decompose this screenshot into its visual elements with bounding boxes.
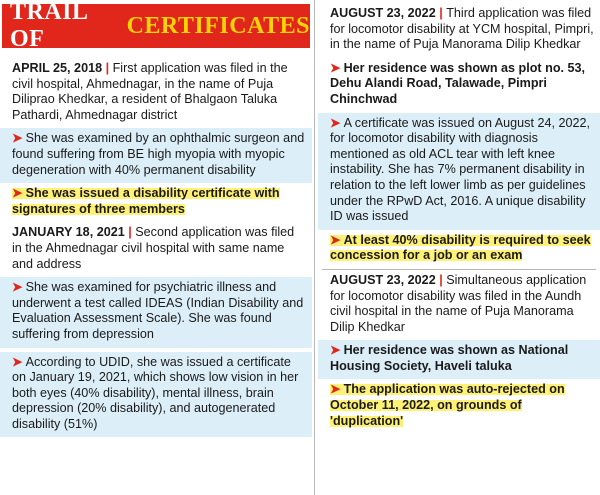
arrow-icon: ➤	[330, 382, 341, 397]
entry-text: Third application was filed for locomotor disability at YCM hospital, Pimpri, in the name of Puja Manorama Dilip Khedkar	[330, 6, 594, 52]
entry-april-2018: APRIL 25, 2018 | First application was filed in the civil hospital, Ahmednagar, in the name of Puja Diliprao Khedkar, a resident of Bhalgaon Taluka Pathardi, Ahmednagar district	[12, 61, 288, 122]
arrow-icon: ➤	[330, 60, 341, 75]
note-disability-threshold	[318, 230, 600, 269]
arrow-icon: ➤	[12, 280, 23, 295]
entry-text: Second application was filed in the Ahmednagar civil hospital with same name and address	[12, 225, 295, 271]
note-text: At least 40% disability is required to seek concession for a job or an exam	[330, 232, 591, 263]
note-residence-haveli	[318, 340, 600, 379]
column-divider	[314, 0, 315, 495]
arrow-icon: ➤	[330, 232, 341, 247]
arrow-icon: ➤	[330, 115, 341, 130]
entry-date: APRIL 25, 2018	[12, 61, 103, 75]
note-certificate-issued	[0, 183, 312, 222]
note-text: A certificate was issued on August 24, 2022, for locomotor disability with diagnosis mentioned as old ACL tear with left knee instability. She has 7% permanent disability in relation to the left lower limb as per guidelines under the RPwD Act, 2016. A unique disability ID was issued	[330, 115, 590, 224]
title-banner	[2, 0, 310, 52]
note-text: She was examined by an ophthalmic surgeon and found suffering from BE high myopia with myopic degeneration with 40% permanent disability	[12, 131, 305, 177]
note-auto-rejected	[318, 379, 600, 434]
note-ophthalmic-exam	[0, 128, 312, 183]
note-locomotor-certificate	[318, 113, 600, 230]
note-udid-certificate	[0, 352, 312, 438]
note-residence-talawade	[318, 58, 600, 113]
right-column	[318, 0, 600, 495]
entry-january-2021: JANUARY 18, 2021 | Second application was filed in the Ahmednagar civil hospital with same name and address	[12, 225, 295, 271]
title-part-1: TRAIL OF	[10, 0, 88, 52]
entry-august-2022-ycm: AUGUST 23, 2022 | Third application was filed for locomotor disability at YCM hospital, Pimpri, in the name of Puja Manorama Dilip Khedkar	[330, 6, 594, 52]
note-text: Her residence was shown as plot no. 53, Dehu Alandi Road, Talawade, Pimpri Chinchwad	[330, 60, 586, 106]
note-psychiatric-exam	[0, 277, 312, 347]
arrow-icon: ➤	[12, 131, 23, 146]
note-text: Her residence was shown as National Housing Society, Haveli taluka	[330, 343, 569, 373]
entry-text: Simultaneous application for locomotor disability was filed in the Aundh civil hospital in the name of Puja Manorama Dilip Khedkar	[330, 272, 587, 334]
arrow-icon: ➤	[12, 354, 23, 369]
title-part-2: CERTIFICATES	[126, 12, 310, 39]
note-text: According to UDID, she was issued a certificate on January 19, 2021, which shows low vision in her both eyes (40% disability), mental illness, brain depression (20% disability), and autogenerated disability (51%)	[12, 354, 299, 431]
note-text: She was issued a disability certificate with signatures of three members	[12, 186, 280, 216]
entry-date: AUGUST 23, 2022	[330, 272, 436, 287]
arrow-icon: ➤	[12, 186, 23, 201]
entry-date: AUGUST 23, 2022	[330, 6, 436, 20]
entry-august-2022-aundh: AUGUST 23, 2022 | Simultaneous application for locomotor disability was filed in the Aundh civil hospital in the name of Puja Manorama Dilip Khedkar	[330, 272, 587, 334]
entry-text: First application was filed in the civil hospital, Ahmednagar, in the name of Puja Diliprao Khedkar, a resident of Bhalgaon Taluka Pathardi, Ahmednagar district	[12, 61, 288, 122]
entry-date: JANUARY 18, 2021	[12, 225, 125, 240]
note-text: The application was auto-rejected on October 11, 2022, on grounds of 'duplication'	[330, 382, 565, 428]
note-text: She was examined for psychiatric illness and underwent a test called IDEAS (Indian Disability and Evaluation Assessment Scale). She was found suffering from depression	[12, 280, 304, 341]
arrow-icon: ➤	[330, 343, 341, 358]
